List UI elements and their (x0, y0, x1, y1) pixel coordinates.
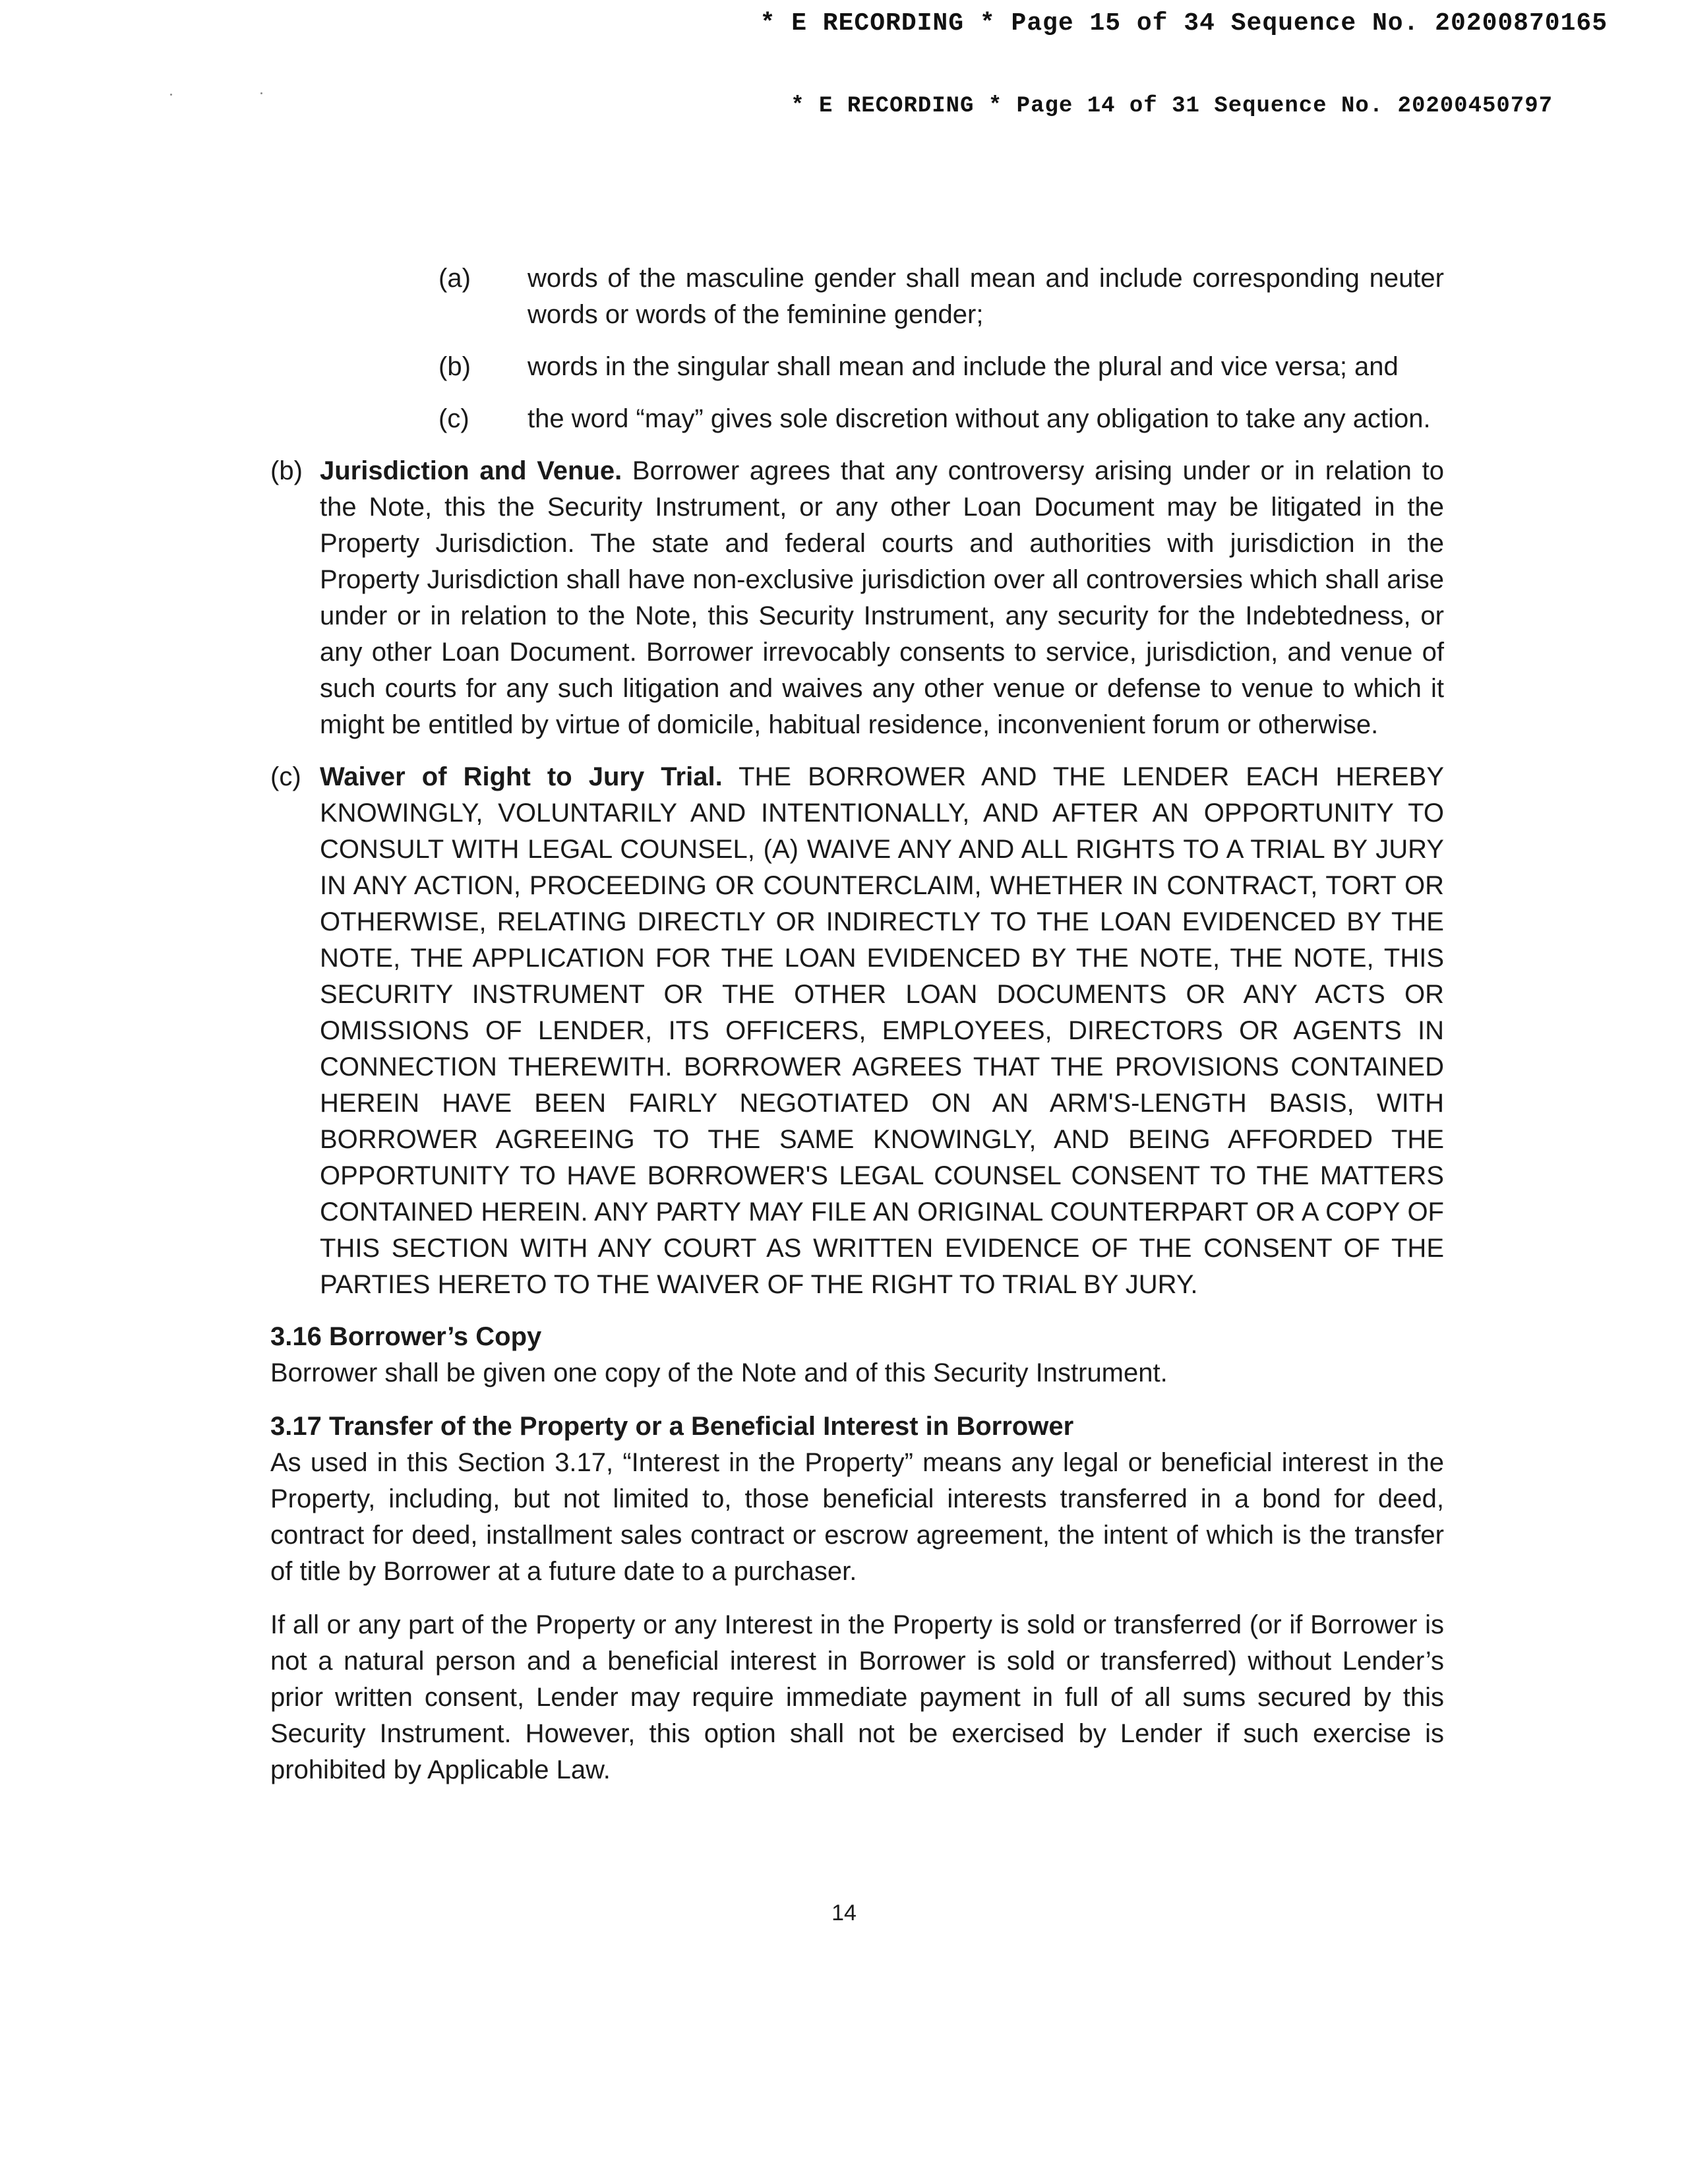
section-316-title: 3.16 Borrower’s Copy (270, 1322, 542, 1351)
document-body (270, 260, 1444, 1805)
sub-item-text: the word “may” gives sole discretion without any obligation to take any action. (528, 404, 1431, 433)
section-317-title: 3.17 Transfer of the Property or a Beneficial Interest in Borrower (270, 1412, 1074, 1441)
sub-item-b (438, 349, 1444, 385)
sub-item-label: (a) (438, 264, 471, 293)
item-text: THE BORROWER AND THE LENDER EACH HEREBY KNOWINGLY, VOLUNTARILY AND INTENTIONALLY, AND AFTER AN OPPORTUNITY TO CONSULT WITH LEGAL COUNSEL, (A) WAIVE ANY AND ALL RIGHTS TO A TRIAL BY JURY IN ANY ACTION, PROCEEDING OR COUNTERCLAIM, WHETHER IN CONTRACT, TORT OR OTHERWISE, RELATING DIRECTLY OR INDIRECTLY TO THE LOAN EVIDENCED BY THE NOTE, THE APPLICATION FOR THE LOAN EVIDENCED BY THE NOTE, THE NOTE, THIS SECURITY INSTRUMENT OR THE OTHER LOAN DOCUMENTS OR ANY ACTS OR OMISSIONS OF LENDER, ITS OFFICERS, EMPLOYEES, DIRECTORS OR AGENTS IN CONNECTION THEREWITH. BORROWER AGREES THAT THE PROVISIONS CONTAINED HEREIN HAVE BEEN FAIRLY NEGOTIATED ON AN ARM'S-LENGTH BASIS, WITH BORROWER AGREEING TO THE SAME KNOWINGLY, AND BEING AFFORDED THE OPPORTUNITY TO HAVE BORROWER'S LEGAL COUNSEL CONSENT TO THE MATTERS CONTAINED HEREIN. ANY PARTY MAY FILE AN ORIGINAL COUNTERPART OR A COPY OF THIS SECTION WITH ANY COURT AS WRITTEN EVIDENCE OF THE CONSENT OF THE PARTIES HERETO TO THE WAIVER OF THE RIGHT TO TRIAL BY JURY. (320, 762, 1445, 1299)
sub-item-text: words in the singular shall mean and include the plural and vice versa; and (528, 352, 1399, 381)
sub-item-text: words of the masculine gender shall mean and include corresponding neuter words or words of the feminine gender; (528, 264, 1444, 329)
item-label: (c) (270, 762, 301, 791)
scan-speck (260, 92, 262, 94)
section-316-text: Borrower shall be given one copy of the Note and of this Security Instrument. (270, 1358, 1168, 1387)
section-317-paragraph-1: As used in this Section 3.17, “Interest in the Property” means any legal or beneficial interest in the Property, including, but not limited to, those beneficial interests transferred in a bond for deed, contract for deed, installment sales contract or escrow agreement, the intent of which is the transfer of title by Borrower at a future date to a purchaser. (270, 1448, 1444, 1586)
sub-item-label: (b) (438, 352, 471, 381)
item-waiver-of-jury-trial (270, 759, 1444, 1303)
item-heading: Jurisdiction and Venue. (320, 456, 622, 485)
item-label: (b) (270, 456, 303, 485)
item-text: Borrower agrees that any controversy arising under or in relation to the Note, this the Security Instrument, or any other Loan Document may be litigated in the Property Jurisdiction. The state and federal courts and authorities with jurisdiction in the Property Jurisdiction shall have non-exclusive jurisdiction over all controversies which shall arise under or in relation to the Note, this Security Instrument, any security for the Indebtedness, or any other Loan Document. Borrower irrevocably consents to service, jurisdiction, and venue of such courts for any such litigation and waives any other venue or defense to venue to which it might be entitled by virtue of domicile, habitual residence, inconvenient forum or otherwise. (320, 456, 1444, 739)
item-body (320, 453, 1444, 743)
section-317-paragraph-2: If all or any part of the Property or any Interest in the Property is sold or transferred (or if Borrower is not a natural person and a beneficial interest in Borrower is sold or transferred) without Lender’s prior written consent, Lender may require immediate payment in full of all sums secured by this Security Instrument. However, this option shall not be exercised by Lender if such exercise is prohibited by Applicable Law. (270, 1610, 1444, 1784)
item-body (320, 759, 1444, 1303)
recording-stamp-top: * E RECORDING * Page 15 of 34 Sequence No. 20200870165 (760, 9, 1608, 38)
sub-item-a (438, 260, 1444, 333)
sub-item-label: (c) (438, 404, 469, 433)
page-number: 14 (831, 1900, 857, 1926)
recording-stamp-second: * E RECORDING * Page 14 of 31 Sequence No. 20200450797 (791, 94, 1553, 119)
scan-speck (170, 94, 172, 96)
sub-item-c (438, 401, 1444, 437)
item-heading: Waiver of Right to Jury Trial. (320, 762, 723, 791)
item-jurisdiction-and-venue (270, 453, 1444, 743)
